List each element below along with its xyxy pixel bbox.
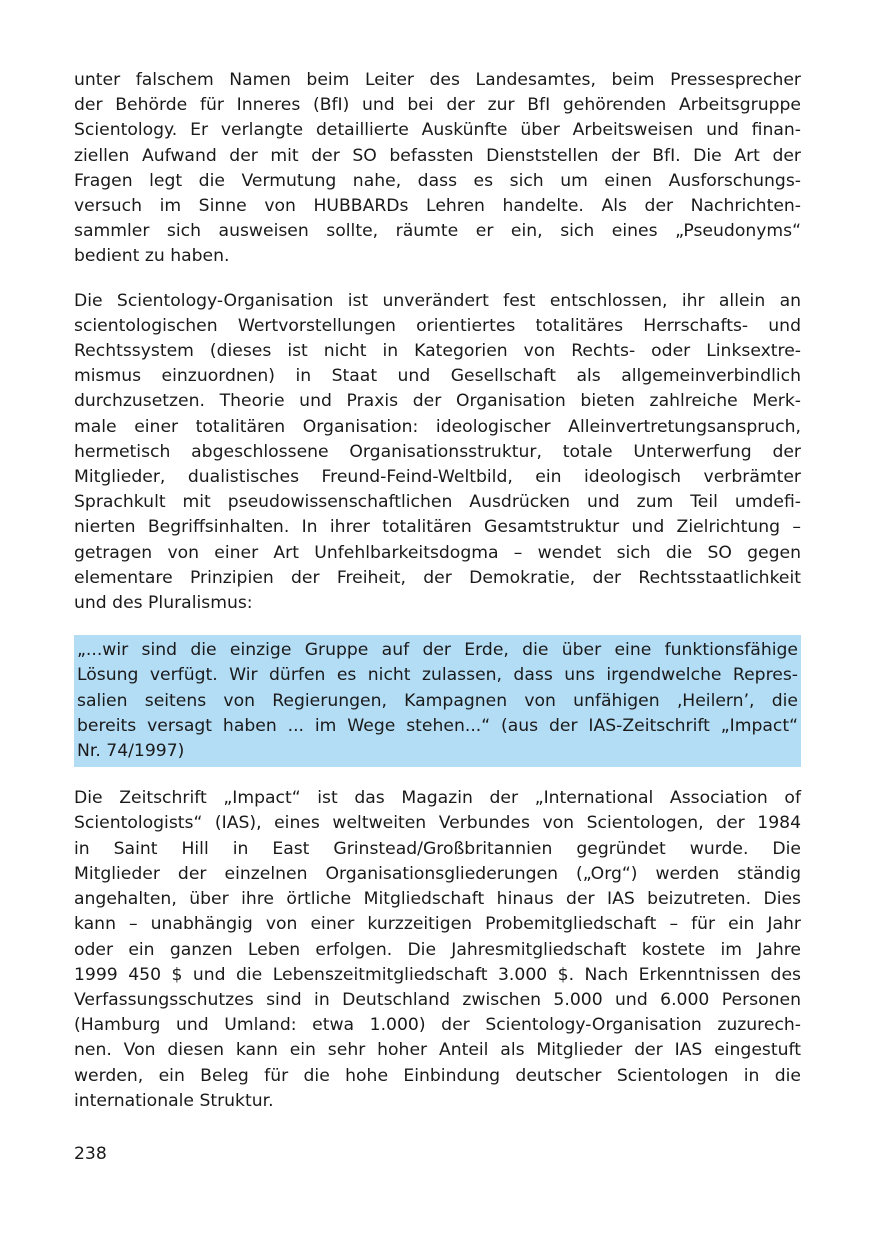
paragraph-3 [74,786,801,1114]
text-line: angehalten, über ihre örtliche Mitgliedschaft hinaus der IAS beizutreten. Dies [74,889,801,910]
paragraph-1 [74,68,801,270]
text-line: getragen von einer Art Unfehlbarkeitsdogma – wendet sich die SO gegen [74,542,801,563]
text-line: nierten Begriffsinhalten. In ihrer totalitären Gesamtstruktur und Zielrichtung – [74,517,801,538]
text-line: durchzusetzen. Theorie und Praxis der Organisation bieten zahlreiche Merk- [74,391,801,412]
text-line: internationale Struktur. [74,1090,274,1111]
text-line: (Hamburg und Umland: etwa 1.000) der Scientology-Organisation zuzurech- [74,1015,801,1036]
quote-line: Nr. 74/1997) [77,741,185,762]
text-line: Die Scientology-Organisation ist unverändert fest entschlossen, ihr allein an [74,290,801,311]
quote-line: salien seitens von Regierungen, Kampagnen von unfähigen ‚Heilern’, die [77,690,798,711]
text-line: Mitglieder der einzelnen Organisationsgliederungen („Org“) werden ständig [74,863,801,884]
quote-line: „...wir sind die einzige Gruppe auf der Erde, die über eine funktionsfähige [77,640,798,661]
text-line: 1999 450 $ und die Lebenszeitmitgliedschaft 3.000 $. Nach Erkenntnissen des [74,964,801,985]
text-line: Scientologists“ (IAS), eines weltweiten Verbundes von Scientologen, der 1984 [74,813,801,834]
text-line: Fragen legt die Vermutung nahe, dass es sich um einen Ausforschungs- [74,170,801,191]
text-line: male einer totalitären Organisation: ideologischer Alleinvertretungsanspruch, [74,416,801,437]
text-line: scientologischen Wertvorstellungen orientiertes totalitäres Herrschafts- und [74,315,801,336]
highlighted-quote [74,635,801,767]
paragraph-2 [74,289,801,617]
text-line: mismus einzuordnen) in Staat und Gesellschaft als allgemeinverbindlich [74,366,801,387]
text-line: Scientology. Er verlangte detaillierte Auskünfte über Arbeitsweisen und finan- [74,120,801,141]
text-line: nen. Von diesen kann ein sehr hoher Anteil als Mitglieder der IAS eingestuft [74,1040,801,1061]
text-line: oder ein ganzen Leben erfolgen. Die Jahresmitgliedschaft kostete im Jahre [74,939,801,960]
text-line: versuch im Sinne von HUBBARDs Lehren handelte. Als der Nachrichten- [74,196,801,217]
text-line: Die Zeitschrift „Impact“ ist das Magazin der „International Association of [74,788,801,809]
text-line: Rechtssystem (dieses ist nicht in Kategorien von Rechts- oder Linksextre- [74,341,801,362]
text-line: in Saint Hill in East Grinstead/Großbritannien gegründet wurde. Die [74,838,801,859]
text-line: Verfassungsschutzes sind in Deutschland zwischen 5.000 und 6.000 Personen [74,989,801,1010]
text-line: hermetisch abgeschlossene Organisationsstruktur, totale Unterwerfung der [74,441,801,462]
text-line: der Behörde für Inneres (BfI) und bei der zur BfI gehörenden Arbeitsgruppe [74,95,801,116]
page-body [74,68,801,1114]
text-line: sammler sich ausweisen sollte, räumte er ein, sich eines „Pseudonyms“ [74,221,801,242]
text-line: werden, ein Beleg für die hohe Einbindung deutscher Scientologen in die [74,1065,801,1086]
text-line: unter falschem Namen beim Leiter des Landesamtes, beim Pressesprecher [74,70,801,90]
text-line: bedient zu haben. [74,246,230,267]
page-number: 238 [74,1144,107,1164]
text-line: elementare Prinzipien der Freiheit, der Demokratie, der Rechtsstaatlichkeit [74,567,801,588]
quote-line: Lösung verfügt. Wir dürfen es nicht zulassen, dass uns irgendwelche Repres- [77,665,798,686]
text-line: ziellen Aufwand der mit der SO befassten Dienststellen der BfI. Die Art der [74,145,801,166]
text-line: kann – unabhängig von einer kurzzeitigen Probemitgliedschaft – für ein Jahr [74,914,801,935]
text-line: Sprachkult mit pseudowissenschaftlichen Ausdrücken und zum Teil umdefi- [74,492,801,513]
quote-line: bereits versagt haben ... im Wege stehen...“ (aus der IAS-Zeitschrift „Impact“ [77,715,798,736]
text-line: Mitglieder, dualistisches Freund-Feind-Weltbild, ein ideologisch verbrämter [74,467,801,488]
text-line: und des Pluralismus: [74,593,253,614]
